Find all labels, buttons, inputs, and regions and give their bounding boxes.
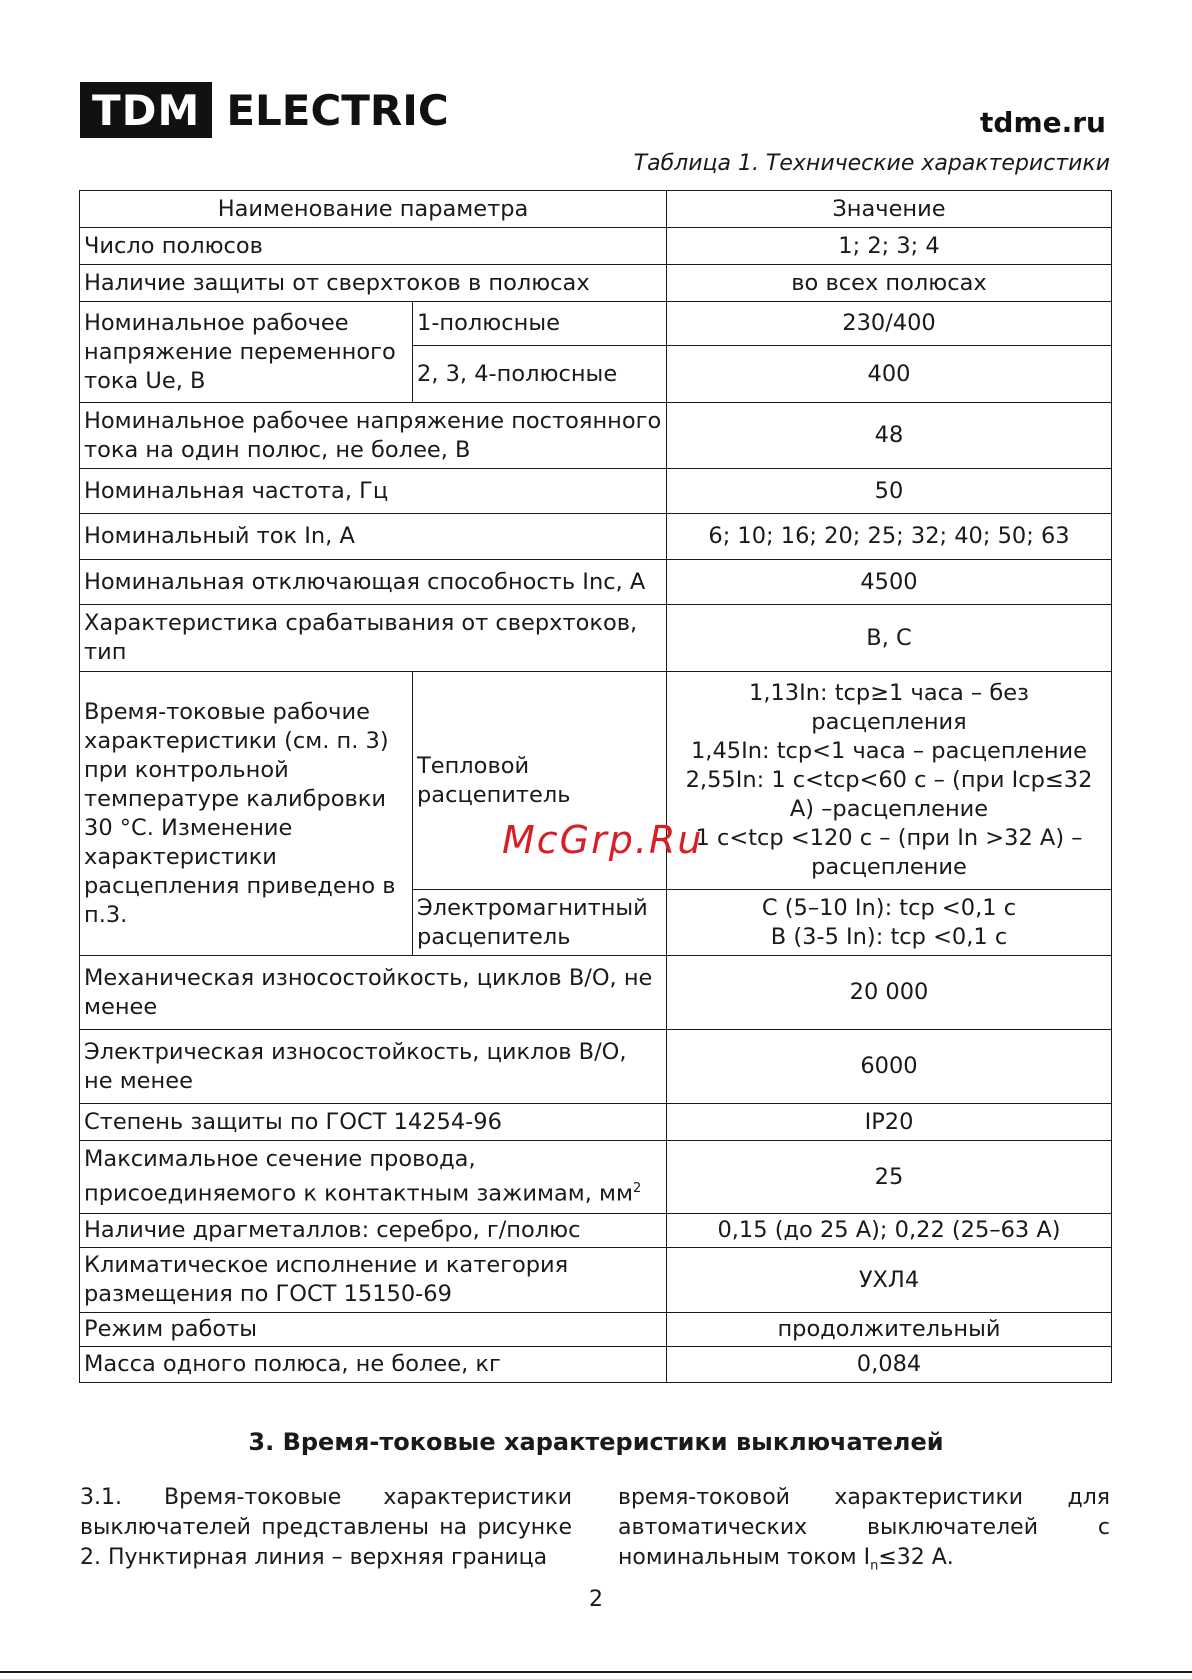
- header-value: Значение: [667, 191, 1112, 228]
- value-line: C (5–10 In): tср <0,1 с: [761, 894, 1017, 921]
- table-row: [80, 265, 1112, 302]
- table-row: [80, 403, 1112, 469]
- row-value: 400: [667, 346, 1112, 403]
- row-param: Наличие защиты от сверхтоков в полюсах: [80, 265, 667, 302]
- page-number: 2: [589, 1587, 603, 1612]
- row-param: Номинальная отключающая способность Inc, А: [80, 560, 667, 605]
- value-line: 1 с<tср <120 с – (при In >32 А) – расцепление: [695, 825, 1083, 880]
- table-row: [80, 560, 1112, 605]
- section-title: 3. Время-токовые характеристики выключателей: [248, 1428, 944, 1456]
- row-param: Степень защиты по ГОСТ 14254-96: [80, 1104, 667, 1141]
- paragraph-right-text: время-токовой характеристики для автоматических выключателей с номинальным током I: [618, 1485, 1110, 1570]
- table-row: [80, 1030, 1112, 1104]
- paragraph-right-sub: n: [870, 1558, 879, 1574]
- row-param: Наличие драгметаллов: серебро, г/полюс: [80, 1214, 667, 1248]
- row-value: продолжительный: [667, 1313, 1112, 1347]
- row-value: 0,15 (до 25 А); 0,22 (25–63 А): [667, 1214, 1112, 1248]
- brand-logo: [80, 82, 449, 138]
- row-param: Номинальное рабочее напряжение постоянного тока на один полюс, не более, В: [80, 403, 667, 469]
- row-value: 48: [667, 403, 1112, 469]
- row-subparam: 1-полюсные: [413, 302, 667, 346]
- table-row: [80, 956, 1112, 1030]
- paragraph-right-end: ≤32 А.: [878, 1545, 954, 1570]
- value-line: 1,45In: tср<1 часа – расцепление: [690, 738, 1088, 764]
- paragraph-left: 3.1. Время-токовые характеристики выключателей представлены на рисунке 2. Пунктирная линия – верхняя граница: [80, 1485, 572, 1570]
- row-value: во всех полюсах: [667, 265, 1112, 302]
- table-row: [80, 1248, 1112, 1313]
- logo-text: ELECTRIC: [226, 85, 449, 135]
- table-row: [80, 302, 1112, 346]
- table-row: [80, 514, 1112, 560]
- row-value: 25: [667, 1141, 1112, 1214]
- row-value-multiline: [667, 890, 1112, 956]
- row-param: Режим работы: [80, 1313, 667, 1347]
- row-param: Характеристика срабатывания от сверхтоков, тип: [80, 605, 667, 672]
- row-value: 6000: [667, 1030, 1112, 1104]
- row-subparam: 2, 3, 4-полюсные: [413, 346, 667, 403]
- row-subparam: Электромагнитный расцепитель: [413, 890, 667, 956]
- row-param: Номинальный ток In, А: [80, 514, 667, 560]
- row-value-multiline: [667, 672, 1112, 890]
- row-param: Номинальная частота, Гц: [80, 469, 667, 514]
- site-url[interactable]: tdme.ru: [980, 106, 1106, 139]
- row-param: Число полюсов: [80, 228, 667, 265]
- row-param: Номинальное рабочее напряжение переменного тока Ue, В: [80, 302, 413, 403]
- row-value: 4500: [667, 560, 1112, 605]
- table-row: [80, 1214, 1112, 1248]
- table-row: [80, 1141, 1112, 1214]
- table-row: [80, 605, 1112, 672]
- value-line: B (3-5 In): tср <0,1 с: [770, 923, 1008, 950]
- header-param: Наименование параметра: [80, 191, 667, 228]
- table-header-row: [80, 191, 1112, 228]
- row-value: 50: [667, 469, 1112, 514]
- row-value: 0,084: [667, 1347, 1112, 1383]
- table-row: [80, 1104, 1112, 1141]
- paragraph-right: [618, 1483, 1110, 1581]
- row-value: 20 000: [667, 956, 1112, 1030]
- row-subparam: Тепловой расцепитель: [413, 672, 667, 890]
- row-param: Масса одного полюса, не более, кг: [80, 1347, 667, 1383]
- row-value: 6; 10; 16; 20; 25; 32; 40; 50; 63: [667, 514, 1112, 560]
- row-param-sup: 2: [632, 1181, 642, 1197]
- bottom-divider: [0, 1671, 1192, 1673]
- row-param: [80, 1141, 667, 1214]
- table-row: [80, 469, 1112, 514]
- logo-box: TDM: [80, 82, 212, 138]
- row-value: 230/400: [667, 302, 1112, 346]
- table-caption: Таблица 1. Технические характеристики: [633, 151, 1110, 176]
- watermark: McGrp.Ru: [502, 818, 704, 862]
- row-param: Время-токовые рабочие характеристики (см. п. 3) при контрольной температуре калибровки 30 °С. Изменение характеристики расцепления приведено в п.3.: [80, 672, 413, 956]
- row-value: 1; 2; 3; 4: [667, 228, 1112, 265]
- row-param: Механическая износостойкость, циклов В/О, не менее: [80, 956, 667, 1030]
- row-value: IP20: [667, 1104, 1112, 1141]
- table-row: [80, 228, 1112, 265]
- table-row: [80, 1347, 1112, 1383]
- value-line: 2,55In: 1 с<tср<60 с – (при Iср≤32 А) –расцепление: [685, 767, 1093, 822]
- row-param: Электрическая износостойкость, циклов В/О, не менее: [80, 1030, 667, 1104]
- row-value: B, C: [667, 605, 1112, 672]
- spec-table: [79, 190, 1112, 1383]
- table-row: [80, 1313, 1112, 1347]
- value-line: 1,13In: tср≥1 часа – без расцепления: [749, 680, 1029, 735]
- row-value: УХЛ4: [667, 1248, 1112, 1313]
- row-param: Климатическое исполнение и категория размещения по ГОСТ 15150-69: [80, 1248, 667, 1313]
- row-param-text: Максимальное сечение провода, присоединяемого к контактным зажимам, мм: [84, 1146, 633, 1207]
